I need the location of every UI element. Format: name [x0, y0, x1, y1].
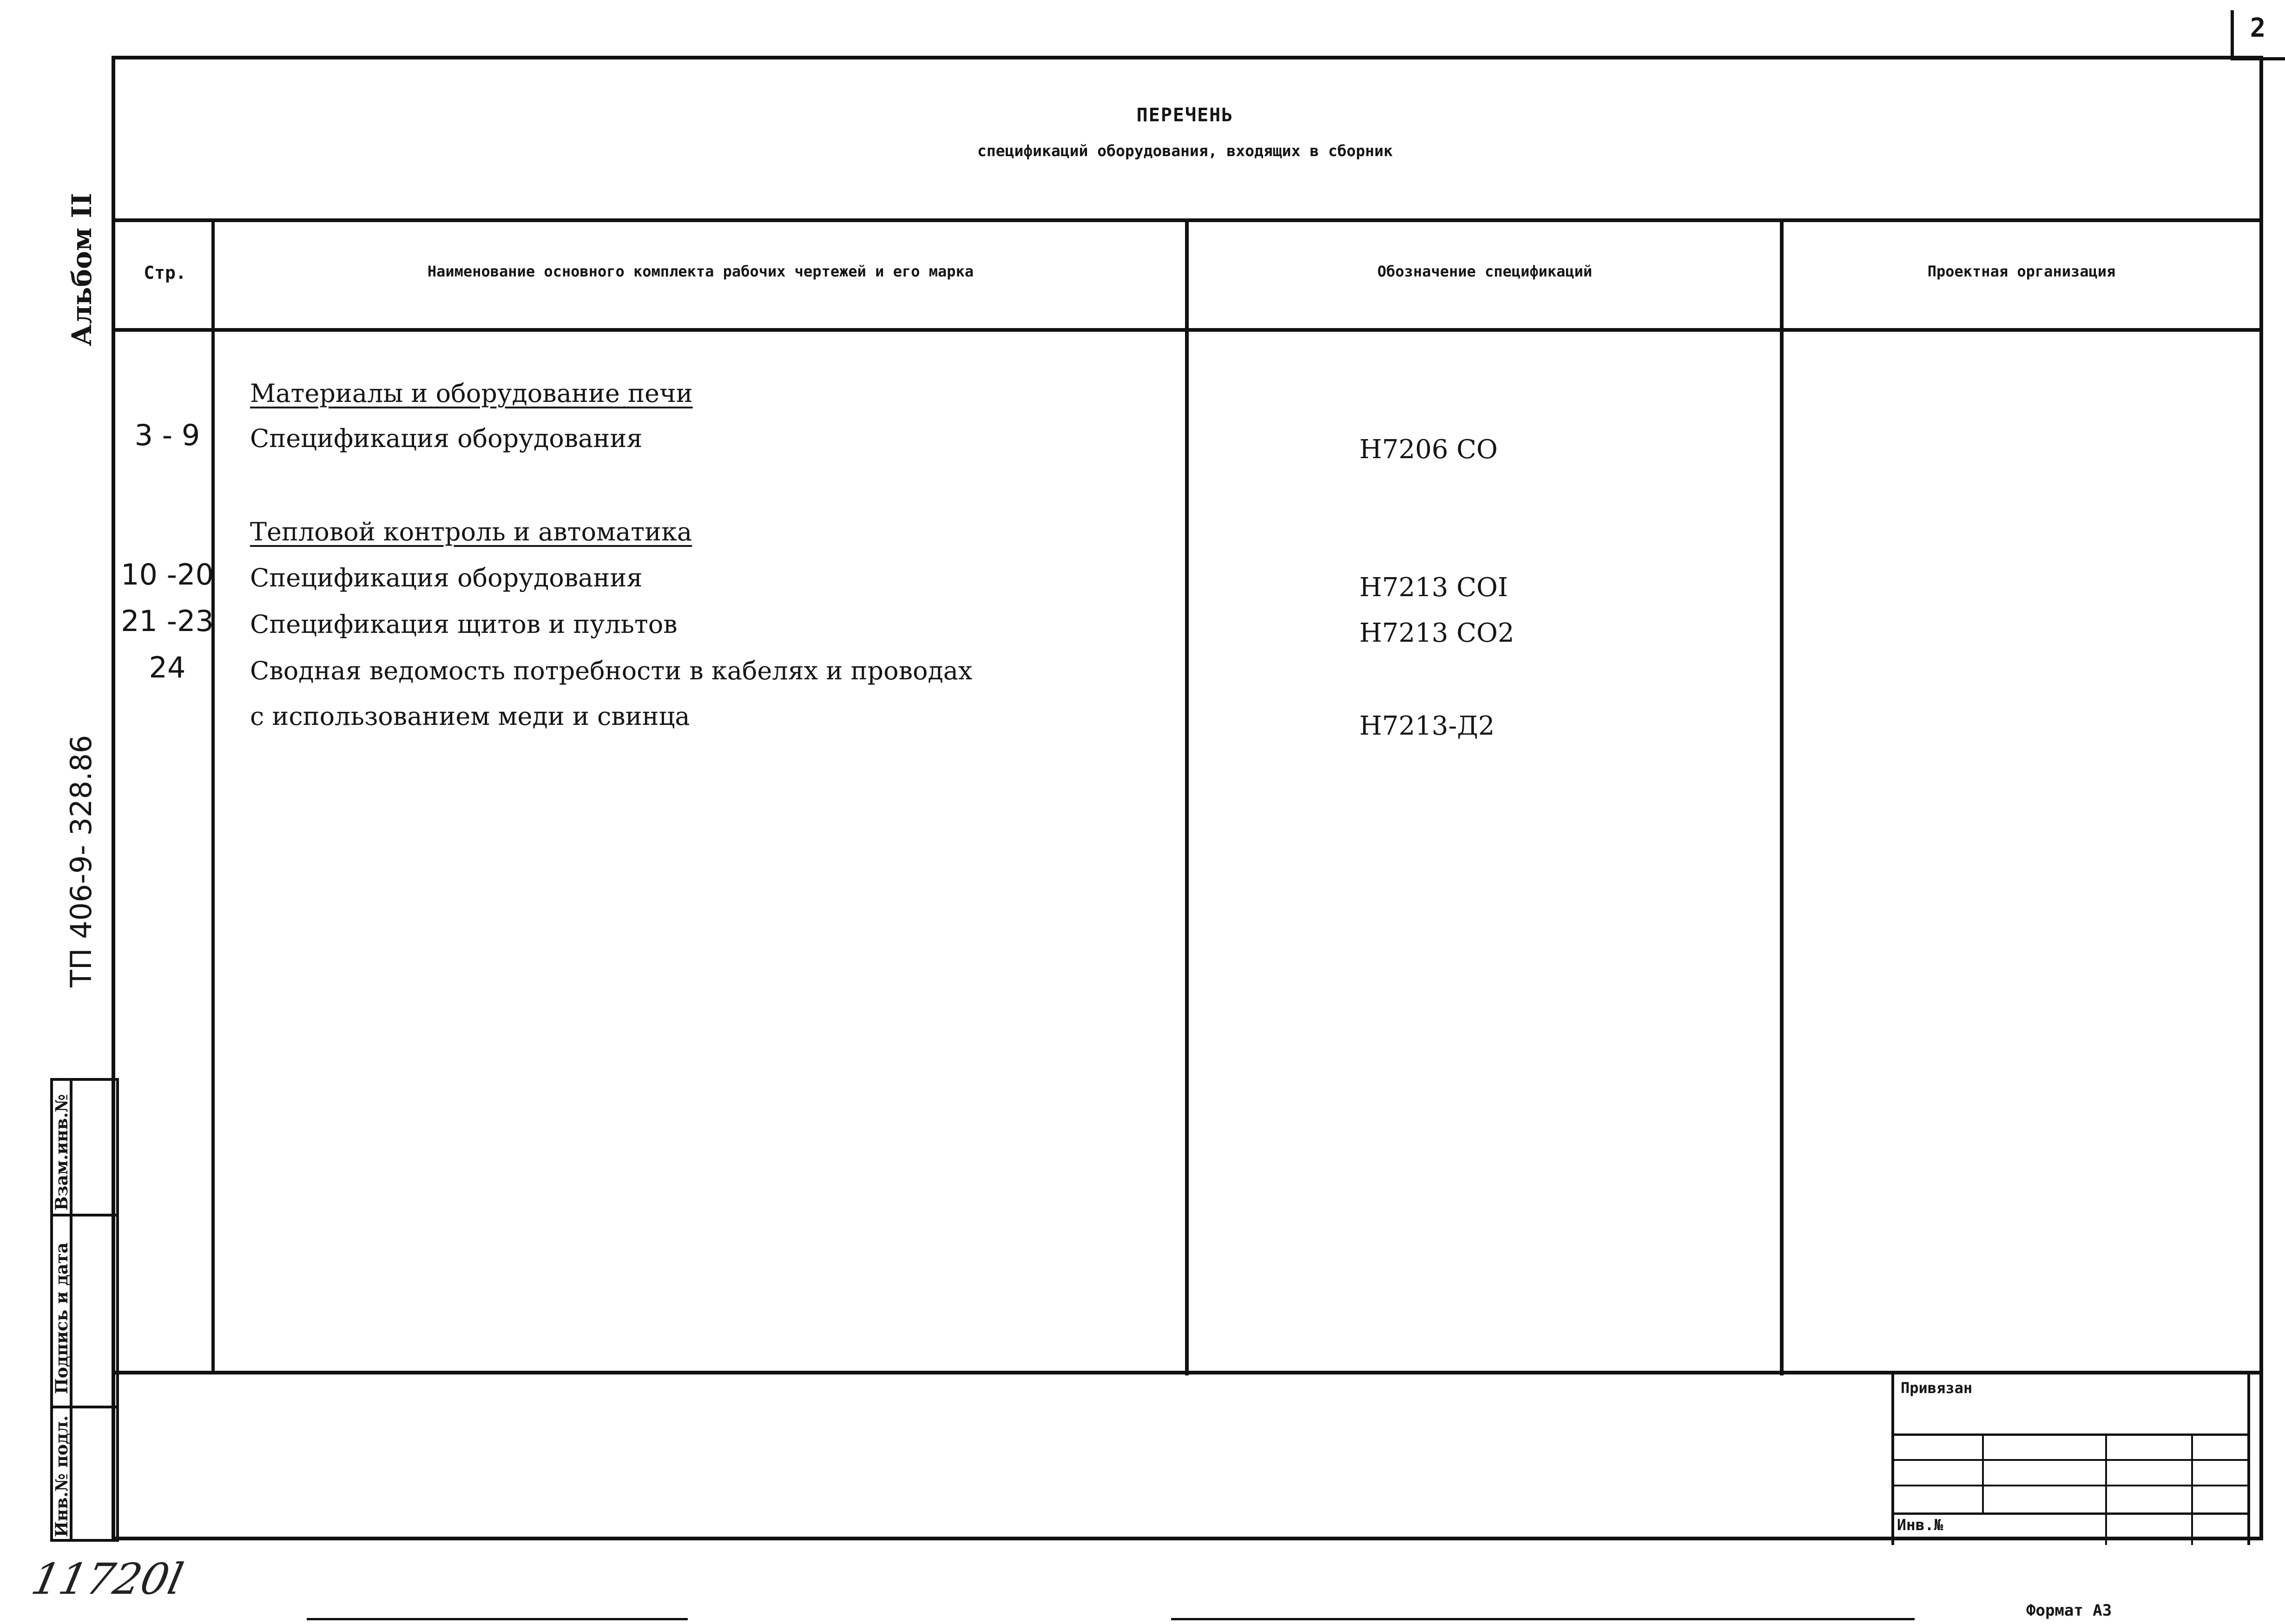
- section-title: Материалы и оборудование печи: [250, 379, 693, 408]
- document-code: ТП 406-9- 328.86: [64, 735, 98, 987]
- col-divider-3: [1780, 218, 1784, 1375]
- stamp-col-3: [2191, 1433, 2193, 1545]
- stamp-rule-1: [1891, 1433, 2249, 1436]
- row-code: H7213 CO2: [1359, 618, 1515, 648]
- column-header-name: Наименование основного комплекта рабочих чертежей и его марка: [427, 263, 974, 280]
- table-bottom-rule: [112, 1371, 2263, 1374]
- column-header-page: Стр.: [144, 263, 186, 283]
- side-box-rule-1: [50, 1214, 119, 1216]
- document-title: ПЕРЕЧЕНЬ: [1136, 105, 1234, 126]
- stamp-col-1: [1982, 1433, 1984, 1515]
- document-subtitle: спецификаций оборудования, входящих в сборник: [977, 142, 1393, 160]
- row-name: Спецификация щитов и пультов: [250, 610, 678, 639]
- handwritten-note: 11720l: [27, 1554, 188, 1604]
- row-pages: 24: [149, 651, 186, 684]
- stamp-rule-4: [1891, 1512, 2249, 1515]
- row-code: H7213-Д2: [1359, 711, 1495, 741]
- page-number: 2: [2250, 13, 2266, 43]
- row-pages: 3 - 9: [134, 418, 200, 452]
- stamp-rule-2: [1891, 1459, 2249, 1461]
- side-label-inv-original: Инв.№ подл.: [52, 1415, 72, 1537]
- row-name: Спецификация оборудования: [250, 424, 643, 453]
- row-pages: 10 -20: [121, 558, 214, 592]
- side-label-signature-date: Подпись и дата: [52, 1242, 72, 1394]
- side-box-rule-2: [50, 1406, 119, 1408]
- stamp-rule-3: [1891, 1485, 2249, 1486]
- col-divider-1: [211, 218, 215, 1373]
- row-name: Спецификация оборудования: [250, 563, 643, 592]
- scan-edge-mark: [307, 1618, 688, 1620]
- column-header-org: Проектная организация: [1927, 263, 2116, 280]
- row-pages: 21 -23: [121, 604, 214, 638]
- scan-edge-mark: [1171, 1618, 1915, 1620]
- col-divider-2: [1185, 218, 1189, 1375]
- stamp-title: Привязан: [1901, 1379, 1973, 1397]
- row-name: Сводная ведомость потребности в кабелях и проводах: [250, 656, 973, 685]
- row-name: с использованием меди и свинца: [250, 702, 690, 731]
- format-label: Формат А3: [2026, 1601, 2112, 1620]
- row-code: H7213 COI: [1359, 572, 1508, 603]
- section-title: Тепловой контроль и автоматика: [250, 517, 692, 546]
- album-label: Альбом II: [66, 193, 98, 346]
- column-header-spec: Обозначение спецификаций: [1377, 263, 1593, 280]
- stamp-inv-label: Инв.№: [1897, 1516, 1943, 1534]
- stamp-col-2: [2105, 1433, 2107, 1545]
- row-code: H7206 CO: [1359, 434, 1498, 465]
- side-label-replace-inv: Взам.инв.№: [52, 1094, 72, 1210]
